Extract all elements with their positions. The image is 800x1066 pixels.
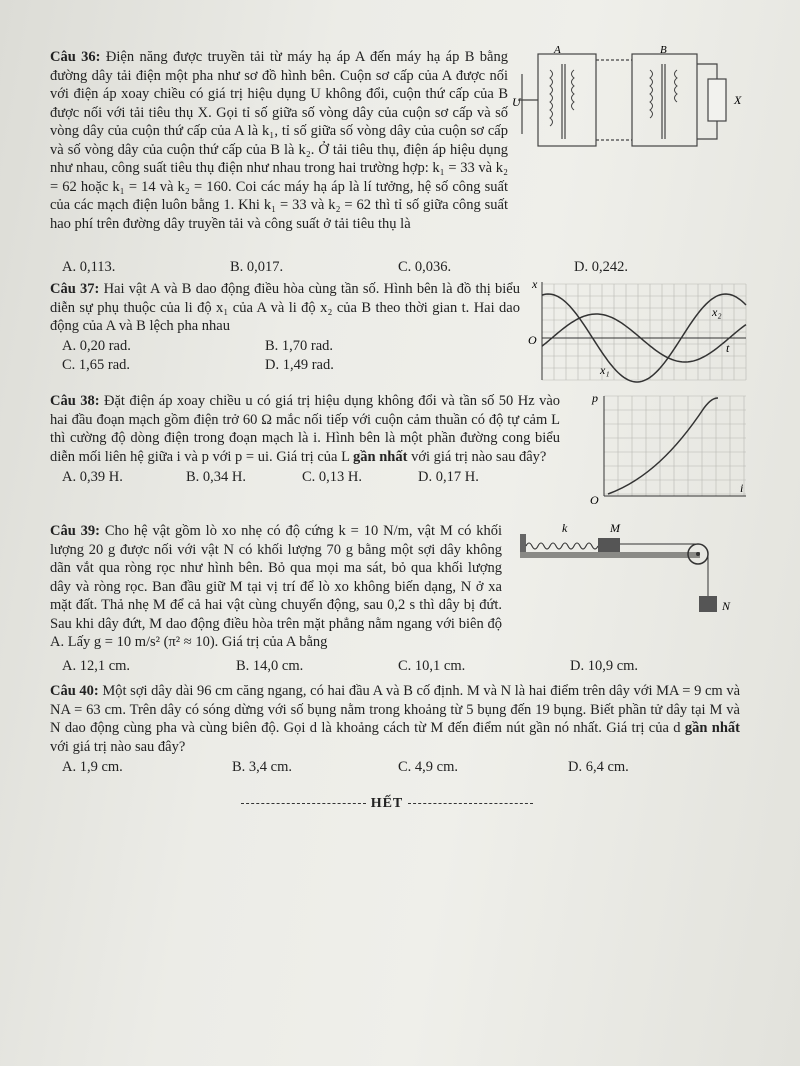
dash-right (408, 803, 533, 804)
dash-left (241, 803, 366, 804)
label-origin: O (528, 333, 537, 347)
option-38-b[interactable]: B. 0,34 H. (186, 469, 247, 485)
load-x-box (708, 79, 726, 121)
pulley-axle (696, 552, 700, 556)
label-origin-38: O (590, 493, 599, 507)
question-40-text: Câu 40: Một sợi dây dài 96 cm căng ngang, có hai đầu A và B cố định. M và N là hai điểm trên dây với MA = 9 cm và NA = 63 cm. Trên dây có sóng dừng với số bụng nằm trong khoảng từ 5 bụng đến 19 bụng. Biết phần tử dây tại M và N dao động cùng pha và cùng biên độ. Gọi d là khoảng cách từ M đến điểm nút gần nó nhất. Giá trị của d gần nhất với giá trị nào sau đây? (50, 683, 741, 755)
coil-b-primary (650, 70, 653, 118)
question-38 (50, 392, 560, 487)
option-40-d[interactable]: D. 6,4 cm. (568, 759, 629, 775)
question-36-text: Câu 36: Điện năng được truyền tải từ máy hạ áp A đến máy hạ áp B bằng đường dây tải điện một pha như sơ đồ hình bên. Cuộn sơ cấp của A được nối với điện áp xoay chiều có giá trị hiệu dụng U không đổi, cuộn thứ cấp của B được nối với tải tiêu thụ X. Gọi tỉ số giữa số vòng dây của cuộn sơ cấp và số vòng dây của cuộn thứ cấp của A là k₁, tỉ số giữa số vòng dây của cuộn sơ cấp và số vòng dây của cuộn thứ cấp của B là k₂. Ở tải tiêu thụ, điện áp hiệu dụng như nhau, công suất tiêu thụ điện như nhau trong hai trường hợp: k₁ = 33 và k₂ = 62 hoặc k₁ = 14 và k₂ = 160. Coi các máy hạ áp là lí tưởng, hệ số công suất của các mạch điện luôn bằng 1. Khi k₁ = 33 và k₂ = 62 thì tỉ số giữa công suất hao phí trên đường dây truyền tải và công suất ở tải tiêu thụ là (50, 49, 508, 232)
label-k: k (562, 522, 568, 535)
question-36-label: Câu 36: (50, 49, 101, 65)
label-u: U (512, 95, 521, 109)
option-38-a[interactable]: A. 0,39 H. (62, 469, 123, 485)
transmission-line (596, 60, 632, 140)
coil-a-primary (550, 70, 553, 126)
question-37-label: Câu 37: (50, 281, 100, 297)
label-x1: x₁ (600, 363, 610, 377)
block-n (699, 596, 717, 612)
power-current-graph-figure (586, 390, 750, 508)
label-x: X (734, 93, 742, 107)
table-surface (520, 552, 700, 558)
end-text: HẾT (370, 796, 404, 811)
option-37-a[interactable]: A. 0,20 rad. (62, 337, 131, 354)
option-39-a[interactable]: A. 12,1 cm. (62, 658, 131, 674)
question-36-options (50, 258, 740, 277)
label-p-axis: p (592, 391, 598, 405)
option-38-c[interactable]: C. 0,13 H. (302, 469, 363, 485)
coil-b-secondary (675, 70, 678, 102)
question-39 (50, 522, 502, 652)
option-37-c[interactable]: C. 1,65 rad. (62, 356, 131, 373)
oscillation-graph-figure (522, 278, 750, 384)
option-36-b[interactable]: B. 0,017. (230, 259, 284, 275)
option-36-c[interactable]: C. 0,036. (398, 259, 452, 275)
label-n: N (722, 599, 731, 613)
option-39-c[interactable]: C. 10,1 cm. (398, 658, 466, 674)
label-x2: x₂ (712, 305, 722, 319)
question-38-emphasis: gần nhất (353, 448, 408, 465)
option-40-a[interactable]: A. 1,9 cm. (62, 759, 123, 775)
option-37-b[interactable]: B. 1,70 rad. (265, 337, 334, 354)
question-37 (50, 280, 520, 375)
question-39-text: Câu 39: Cho hệ vật gồm lò xo nhẹ có độ cứng k = 10 N/m, vật M có khối lượng 20 g được nối với vật N có khối lượng 70 g bằng một sợi dây không dãn vắt qua ròng rọc như hình bên. Bỏ qua mọi ma sát, bỏ qua khối lượng dây và ròng rọc. Ban đầu giữ M tại vị trí để lò xo không biến dạng, N ở xa mặt đất. Thả nhẹ M để cả hai vật cùng chuyển động, sau 0,2 s thì dây bị đứt. Sau khi dây đứt, M dao động điều hòa trên mặt phẳng nằm ngang với biên độ A. Lấy g = 10 m/s² (π² ≈ 10). Giá trị của A bằng (50, 523, 503, 650)
question-38-text: Câu 38: Đặt điện áp xoay chiều u có giá trị hiệu dụng không đổi và tần số 50 Hz vào hai đầu đoạn mạch gồm điện trở 60 Ω mắc nối tiếp với cuộn cảm thuần có độ tự cảm L thì cường độ dòng điện trong đoạn mạch là i. Hình bên là một phần đường cong biểu diễn mối liên hệ giữa i và p với p = ui. Giá trị của L gần nhất với giá trị nào sau đây? (50, 393, 561, 465)
label-b: B (660, 44, 667, 56)
question-37-text: Câu 37: Hai vật A và B dao động điều hòa cùng tần số. Hình bên là đồ thị biểu diễn sự phụ thuộc của li độ x₁ của A và li độ x₂ của B theo thời gian t. Hai dao động của A và B lệch pha nhau (50, 281, 520, 334)
option-37-d[interactable]: D. 1,49 rad. (265, 356, 334, 373)
option-39-d[interactable]: D. 10,9 cm. (570, 658, 639, 674)
question-40-emphasis: gần nhất (684, 720, 741, 736)
label-t-axis: t (726, 341, 730, 355)
label-x-axis: x (532, 278, 538, 291)
spring (526, 543, 598, 549)
end-marker (232, 796, 542, 812)
question-38-label: Câu 38: (50, 393, 100, 409)
question-40-label: Câu 40: (50, 683, 99, 699)
p-i-curve (608, 398, 718, 494)
core-b (662, 64, 665, 139)
option-36-a[interactable]: A. 0,113. (62, 259, 116, 275)
coil-a-secondary (572, 70, 575, 110)
question-39-options (50, 657, 740, 676)
block-m (598, 538, 620, 552)
spring-pulley-figure (512, 522, 748, 626)
option-40-b[interactable]: B. 3,4 cm. (232, 759, 293, 775)
label-m: M (610, 522, 620, 535)
option-38-d[interactable]: D. 0,17 H. (418, 469, 479, 485)
core-a (562, 64, 565, 139)
transformer-circuit-figure (512, 44, 750, 162)
question-40 (50, 682, 740, 777)
question-39-label: Câu 39: (50, 523, 100, 539)
option-39-b[interactable]: B. 14,0 cm. (236, 658, 304, 674)
label-a: A (554, 44, 561, 56)
transformer-a-box (538, 54, 596, 146)
option-36-d[interactable]: D. 0,242. (574, 259, 628, 275)
question-36 (50, 48, 508, 233)
option-40-c[interactable]: C. 4,9 cm. (398, 759, 459, 775)
label-i-axis: i (740, 481, 744, 495)
